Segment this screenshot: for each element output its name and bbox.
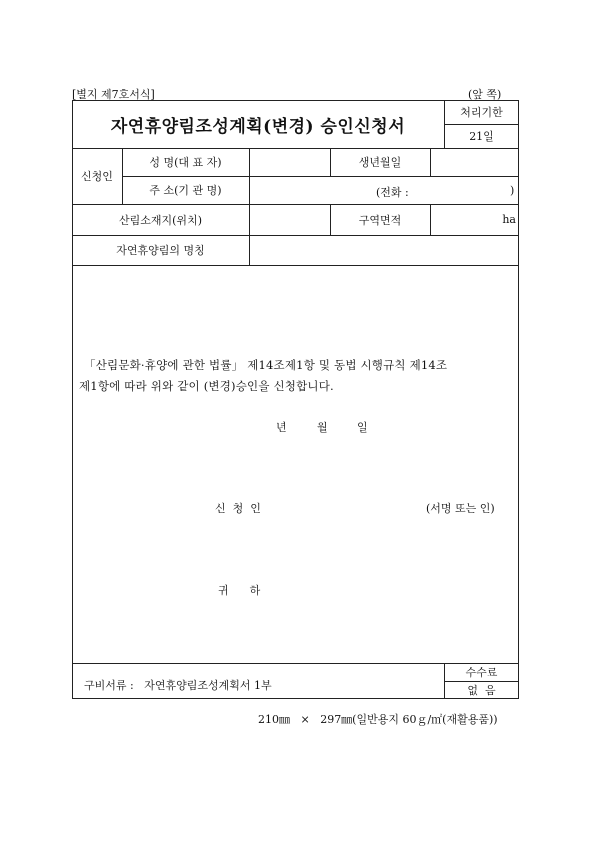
area-field[interactable] xyxy=(430,204,519,235)
address-label: 주 소(기 관 명) xyxy=(149,184,222,197)
signature-field[interactable] xyxy=(290,494,415,516)
fee-value: 없 음 xyxy=(467,684,496,697)
fee-label: 수수료 xyxy=(465,666,498,679)
phone-label: (전화 : xyxy=(376,186,409,199)
recipient-suffix: 귀 하 xyxy=(218,584,261,597)
name-label: 성 명(대 표 자) xyxy=(149,156,222,169)
form-number: [별지 제7호서식] xyxy=(72,88,155,101)
applicant-group-label: 신청인 xyxy=(81,170,113,183)
forest-location-label: 산림소재지(위치) xyxy=(119,213,202,227)
processing-period-label: 처리기한 xyxy=(460,106,503,119)
statement-line-2: 제1항에 따라 위와 같이 (변경)승인을 신청합니다. xyxy=(79,379,334,393)
phone-field[interactable] xyxy=(422,178,508,202)
required-documents: 구비서류 : 자연휴양림조성계획서 1부 xyxy=(84,679,272,692)
row-divider xyxy=(72,265,519,266)
form-title: 자연휴양림조성계획(변경) 승인신청서 xyxy=(110,116,406,137)
phone-close-paren: ) xyxy=(510,184,515,197)
area-label: 구역면적 xyxy=(358,213,402,227)
date-day-label: 일 xyxy=(357,421,368,434)
forest-location-field[interactable] xyxy=(249,204,330,235)
name-field[interactable] xyxy=(249,148,330,176)
date-year-label: 년 xyxy=(276,421,287,434)
birthdate-label: 생년월일 xyxy=(358,156,402,169)
applicant-signature-label: 신 청 인 xyxy=(215,502,261,515)
address-field[interactable] xyxy=(249,176,369,204)
signature-or-seal-label: (서명 또는 인) xyxy=(426,502,495,515)
area-unit: ha xyxy=(502,213,516,226)
forest-name-label: 자연휴양림의 명칭 xyxy=(116,244,205,257)
page-side-label: (앞 쪽) xyxy=(468,88,502,101)
processing-period-value: 21일 xyxy=(469,130,494,143)
statement-line-1: 「산림문화·휴양에 관한 법률」 제14조제1항 및 동법 시행규칙 제14조 xyxy=(84,358,448,372)
date-month-label: 월 xyxy=(317,421,328,434)
paper-size-note: 210㎜ × 297㎜(일반용지 60ｇ/㎡(재활용품)) xyxy=(258,713,498,726)
birthdate-field[interactable] xyxy=(430,148,519,176)
forest-name-field[interactable] xyxy=(249,235,519,265)
